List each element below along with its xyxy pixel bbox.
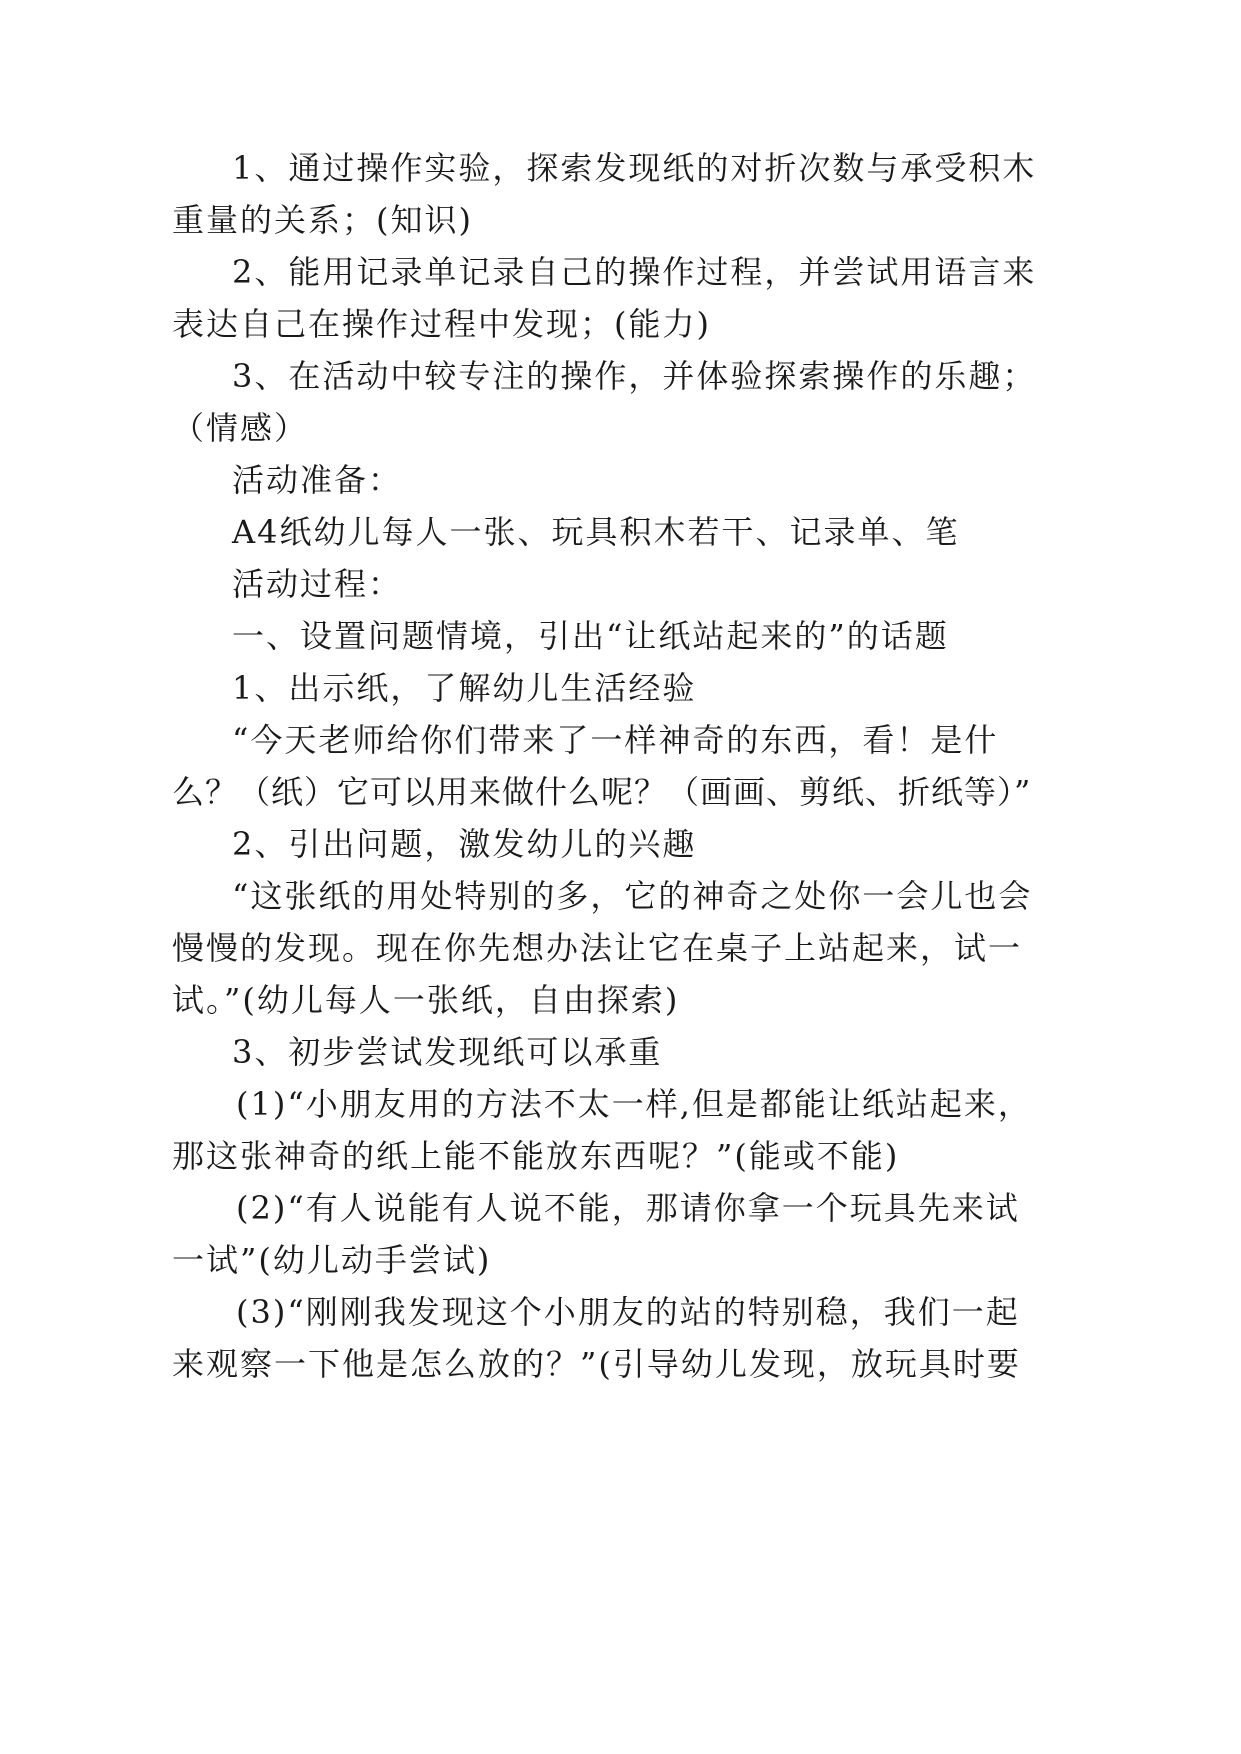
- text-line: 试。”(幼儿每人一张纸，自由探索): [172, 981, 680, 1019]
- text-line: 3、在活动中较专注的操作，并体验探索操作的乐趣；: [232, 357, 1037, 395]
- text-line: 1、出示纸，了解幼儿生活经验: [232, 669, 697, 707]
- text-line: 1、通过操作实验，探索发现纸的对折次数与承受积木: [232, 149, 1037, 187]
- text-line: 么？（纸）它可以用来做什么呢？（画画、剪纸、折纸等）”: [172, 773, 1032, 811]
- text-line: 2、引出问题，激发幼儿的兴趣: [232, 825, 697, 863]
- text-line: 那这张神奇的纸上能不能放东西呢？”(能或不能): [172, 1137, 900, 1175]
- text-line: （情感）: [172, 409, 309, 447]
- text-line: (2)“有人说能有人说不能，那请你拿一个玩具先来试: [236, 1189, 1020, 1227]
- text-line: 一试”(幼儿动手尝试): [172, 1241, 492, 1279]
- text-line: 一、设置问题情境，引出“让纸站起来的”的话题: [232, 617, 949, 655]
- text-line: 慢慢的发现。现在你先想办法让它在桌子上站起来，试一: [172, 929, 1023, 967]
- text-line: 3、初步尝试发现纸可以承重: [232, 1033, 663, 1071]
- section-heading: 活动准备：: [232, 461, 403, 499]
- text-line: “这张纸的用处特别的多，它的神奇之处你一会儿也会: [232, 877, 1033, 915]
- text-line: (3)“刚刚我发现这个小朋友的站的特别稳，我们一起: [236, 1293, 1020, 1331]
- section-heading: 活动过程：: [232, 565, 403, 603]
- text-line: 重量的关系；(知识): [172, 201, 473, 239]
- text-line: 表达自己在操作过程中发现；(能力): [172, 305, 711, 343]
- text-line: “今天老师给你们带来了一样神奇的东西，看！是什: [232, 721, 999, 759]
- text-line: A4纸幼儿每人一张、玩具积木若干、记录单、笔: [232, 513, 960, 551]
- text-line: 2、能用记录单记录自己的操作过程，并尝试用语言来: [232, 253, 1037, 291]
- text-line: 来观察一下他是怎么放的？”(引导幼儿发现，放玩具时要: [172, 1345, 1021, 1383]
- text-line: (1)“小朋友用的方法不太一样,但是都能让纸站起来，: [236, 1085, 1032, 1123]
